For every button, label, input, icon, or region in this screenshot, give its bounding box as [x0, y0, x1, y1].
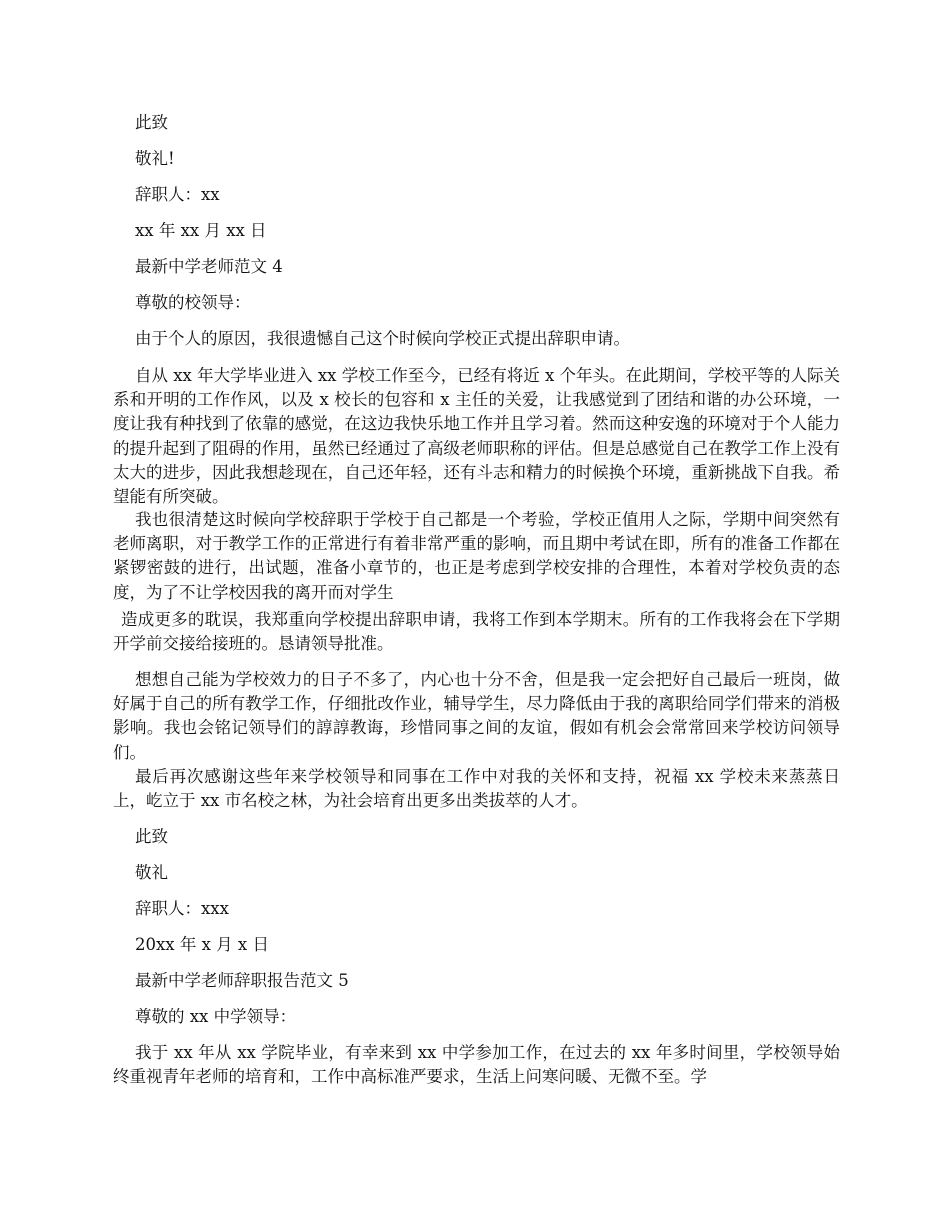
paragraph-4-1: 由于个人的原因，我很遗憾自己这个时候向学校正式提出辞职申请。	[135, 329, 630, 348]
salutation-text: 敬礼!	[135, 149, 175, 168]
closing-text-2: 此致	[135, 827, 168, 846]
salutation-text-2: 敬礼	[135, 863, 168, 882]
date-line-2: 20xx 年 x 月 x 日	[135, 935, 269, 954]
paragraph-4-3: 我也很清楚这时候向学校辞职于学校于自己都是一个考验，学校正值用人之际，学期中间突然有老师离职，对于教学工作的正常进行有着非常严重的影响，而且期中考试在即，所有的准备工作都在紧锣密鼓的进行，出试题，准备小章节的，也正是考虑到学校安排的合理性，本着对学校负责的态度，为了不让学校因我的离开而对学生	[113, 510, 840, 602]
section-heading-4: 最新中学老师范文 4	[135, 257, 283, 276]
signature-line-2: 辞职人：xxx	[135, 899, 229, 918]
signature-line: 辞职人：xx	[135, 185, 220, 204]
paragraph-4-5: 想想自己能为学校效力的日子不多了，内心也十分不舍，但是我一定会把好自己最后一班岗，做好属于自己的所有教学工作，仔细批改作业，辅导学生，尽力降低由于我的离职给同学们带来的消极影响。我也会铭记领导们的諄諄教诲，珍惜同事之间的友谊，假如有机会会常常回来学校访问领导们。	[113, 670, 840, 762]
date-line: xx 年 xx 月 xx 日	[135, 221, 267, 240]
greeting-4: 尊敬的校领导：	[135, 293, 251, 312]
section-heading-5: 最新中学老师辞职报告范文 5	[135, 971, 349, 990]
paragraph-4-2: 自从 xx 年大学毕业进入 xx 学校工作至今，已经有将近 x 个年头。在此期间，学校平等的人际关系和开明的工作作风，以及 x 校长的包容和 x 主任的关爱，让我感觉到了团结和谐的办公环境，一度让我有种找到了依靠的感觉，在这边我快乐地工作并且学习着。然而这种安逸的环境对于个人能力的提升起到了阻碍的作用，虽然已经通过了高级老师职称的评估。但是总感觉自己在教学工作上没有太大的进步，因此我想趁现在，自己还年轻，还有斗志和精力的时候换个环境，重新挑战下自我。希望能有所突破。	[113, 366, 840, 507]
paragraph-5-1: 我于 xx 年从 xx 学院毕业，有幸来到 xx 中学参加工作，在过去的 xx 年多时间里，学校领导始终重视青年老师的培育和，工作中高标准严要求，生活上问寒问暖、无微不至。学	[113, 1043, 840, 1087]
paragraph-4-6: 最后再次感谢这些年来学校领导和同事在工作中对我的关怀和支持，祝福 xx 学校未来蒸蒸日上，屹立于 xx 市名校之林，为社会培育出更多出类拔萃的人才。	[113, 767, 840, 811]
paragraph-4-4: 造成更多的耽误，我郑重向学校提出辞职申请，我将工作到本学期末。所有的工作我将会在下学期开学前交接给接班的。恳请领导批准。	[113, 610, 840, 654]
closing-text: 此致	[135, 113, 168, 132]
greeting-5: 尊敬的 xx 中学领导：	[135, 1007, 297, 1026]
